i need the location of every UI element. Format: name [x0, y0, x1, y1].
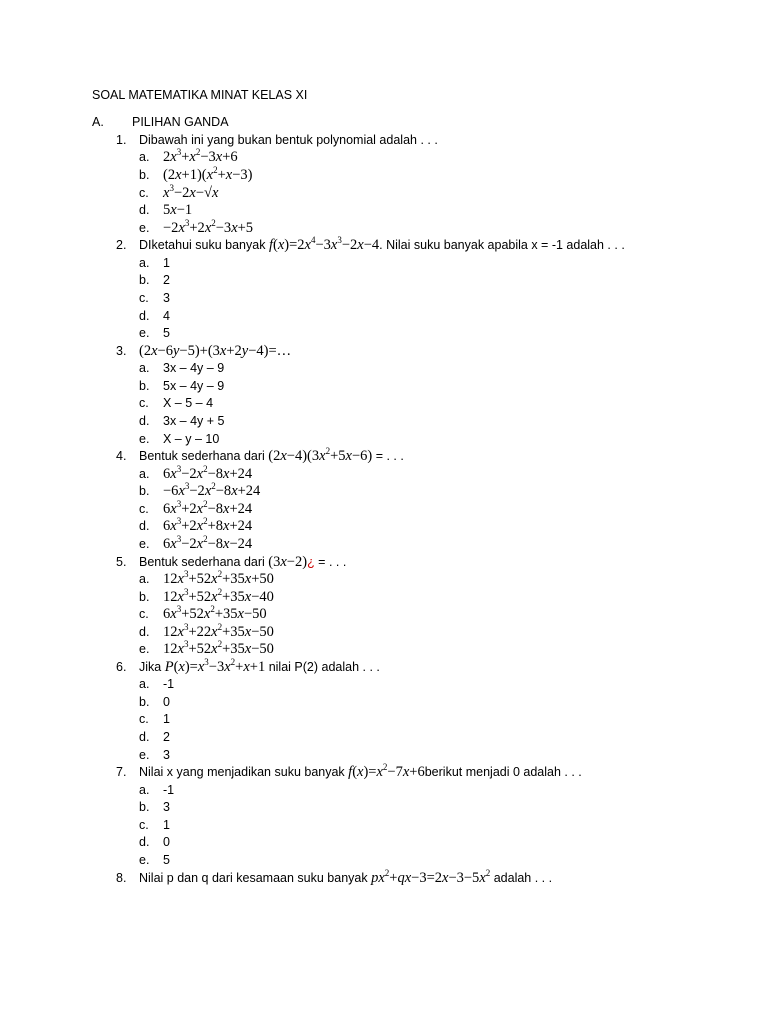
option-text: 3x – 4y + 5: [163, 413, 225, 428]
question-text-post: berikut menjadi 0 adalah . . .: [424, 765, 582, 780]
question-text: [139, 867, 553, 887]
question-item: [116, 132, 756, 237]
option-formula: $12x^3+52x^2+35x-50$: [163, 639, 274, 658]
option-text: 5: [163, 326, 170, 341]
question-text: [139, 237, 625, 254]
option-formula: $-6x^3-2x^2-8x+24$: [163, 481, 261, 500]
question-formula-glyph: ¿: [307, 554, 315, 569]
option-letter: c.: [139, 290, 149, 305]
section-letter: A.: [92, 115, 104, 129]
option-text: -1: [163, 677, 175, 692]
option-letter: b.: [139, 694, 150, 709]
option-item: [116, 325, 756, 343]
option-letter: d.: [139, 413, 150, 428]
option-text: 3: [163, 800, 170, 815]
option-item: [116, 747, 756, 765]
option-letter: c.: [139, 817, 149, 832]
option-text: 1: [163, 255, 170, 270]
option-formula: $12x^3+22x^2+35x-50$: [163, 621, 274, 640]
question-stem: [116, 867, 756, 887]
option-item: [116, 729, 756, 747]
option-item: [116, 360, 756, 378]
option-item: [116, 782, 756, 800]
option-letter: a.: [139, 677, 150, 692]
question-number: 7.: [116, 765, 127, 780]
page-title: SOAL MATEMATIKA MINAT KELAS XI: [92, 88, 308, 102]
option-letter: d.: [139, 203, 150, 218]
option-item: [116, 606, 756, 624]
option-text: 2: [163, 730, 170, 745]
question-number: 3.: [116, 343, 127, 358]
option-item: [116, 182, 756, 203]
option-letter: e.: [139, 853, 150, 868]
question-text-post: nilai P(2) adalah . . .: [265, 659, 380, 674]
option-letter: c.: [139, 712, 149, 727]
option-item: [116, 395, 756, 413]
option-formula: $12x^3+52x^2+35x+50$: [163, 568, 274, 587]
question-formula: $px^2+qx-3=2x-3-5x^2$: [371, 867, 491, 886]
question-item: [116, 764, 756, 869]
question-stem: [116, 343, 756, 360]
question-text-pre: Nilai p dan q dari kesamaan suku banyak: [139, 870, 372, 885]
question-text: [139, 656, 380, 676]
option-letter: d.: [139, 519, 150, 534]
option-text: -1: [163, 782, 175, 797]
option-formula: $-2x^3+2x^2-3x+5$: [163, 217, 254, 236]
option-letter: a.: [139, 255, 150, 270]
option-letter: e.: [139, 431, 150, 446]
option-letter: a.: [139, 571, 150, 586]
question-text-pre: Dibawah ini yang bukan bentuk polynomial adalah . . .: [139, 133, 438, 147]
question-text-pre: Bentuk sederhana dari: [139, 449, 269, 464]
option-item: [116, 308, 756, 326]
option-item: [116, 431, 756, 449]
option-text: 1: [163, 712, 170, 727]
question-text-post: . Nilai suku banyak apabila x = -1 adalah . . .: [379, 238, 625, 253]
question-formula: (2x−6y−5)+(3x+2y−4)=…: [139, 342, 292, 359]
question-item: [116, 448, 756, 553]
option-text: 5x – 4y – 9: [163, 378, 225, 393]
option-letter: b.: [139, 168, 150, 182]
question-text: [139, 764, 582, 781]
question-number: 6.: [116, 659, 127, 674]
question-number: 8.: [116, 870, 127, 885]
option-letter: e.: [139, 747, 150, 762]
question-stem: [116, 764, 756, 781]
option-letter: a.: [139, 466, 150, 481]
option-item: [116, 641, 756, 659]
option-item: [116, 149, 756, 167]
question-stem: [116, 554, 756, 571]
option-item: [116, 272, 756, 290]
question-text-post: adalah . . .: [490, 870, 553, 885]
option-letter: d.: [139, 730, 150, 745]
option-text: 3: [163, 290, 170, 305]
section-heading: [92, 115, 229, 129]
option-item: [116, 852, 756, 870]
question-text: [139, 343, 291, 360]
option-letter: c.: [139, 396, 149, 411]
question-text-pre: Bentuk sederhana dari: [139, 554, 269, 569]
option-item: [116, 533, 756, 554]
question-text: [139, 554, 346, 571]
question-stem: [116, 448, 756, 465]
option-text: 1: [163, 817, 170, 832]
option-item: [116, 255, 756, 273]
option-formula: 5x−1: [163, 202, 193, 219]
option-letter: b.: [139, 484, 150, 499]
option-letter: c.: [139, 185, 149, 200]
option-formula: $6x^3+52x^2+35x-50$: [163, 604, 267, 623]
option-item: [116, 834, 756, 852]
option-item: [116, 217, 756, 238]
option-letter: e.: [139, 220, 150, 235]
question-formula: (3x−2): [268, 553, 308, 570]
option-item: [116, 518, 756, 536]
option-letter: d.: [139, 308, 150, 323]
question-number: 5.: [116, 554, 127, 569]
option-letter: e.: [139, 642, 150, 657]
option-formula: $(2x+1)(x^2+x-3)$: [163, 165, 253, 183]
question-number: 1.: [116, 133, 127, 147]
question-text-pre: Jika: [139, 659, 165, 674]
option-letter: a.: [139, 361, 150, 376]
option-letter: a.: [139, 782, 150, 797]
option-text: X – y – 10: [163, 431, 220, 446]
option-formula: $6x^3-2x^2-8x-24$: [163, 533, 253, 552]
question-item: [116, 554, 756, 659]
option-letter: b.: [139, 378, 150, 393]
option-text: 2: [163, 273, 170, 288]
question-list: [116, 132, 756, 887]
option-text: 3x – 4y – 9: [163, 361, 225, 376]
question-item: [116, 343, 756, 448]
question-number: 2.: [116, 238, 127, 253]
question-formula: $f(x)=2x^4-3x^3-2x-4$: [268, 235, 380, 254]
option-item: [116, 413, 756, 431]
question-item: [116, 237, 756, 342]
question-stem: [116, 132, 756, 149]
question-text: [139, 132, 438, 149]
question-formula: $f(x)=x^2-7x+6$: [348, 762, 425, 781]
option-item: [116, 817, 756, 835]
option-letter: b.: [139, 273, 150, 288]
option-text: 3: [163, 747, 170, 762]
option-item: [116, 711, 756, 729]
option-letter: c.: [139, 607, 149, 622]
option-item: [116, 378, 756, 396]
option-item: [116, 483, 756, 501]
option-formula: $2x^3+x^2-3x+6$: [163, 147, 238, 166]
option-item: [116, 568, 756, 589]
section-label: PILIHAN GANDA: [132, 115, 229, 129]
option-formula: $6x^3+2x^2+8x+24$: [163, 516, 253, 535]
option-text: 5: [163, 853, 170, 868]
option-formula: $12x^3+52x^2+35x-40$: [163, 586, 274, 605]
option-formula: $x^3-2x-√x$: [163, 182, 219, 201]
option-letter: b.: [139, 800, 150, 815]
question-text-pre: Nilai x yang menjadikan suku banyak: [139, 765, 349, 780]
option-letter: b.: [139, 589, 150, 604]
option-text: X – 5 – 4: [163, 396, 214, 411]
question-text-post: = . . .: [372, 449, 404, 464]
option-text: 0: [163, 694, 170, 709]
option-item: [116, 498, 756, 519]
question-stem: [116, 656, 756, 676]
question-item: [116, 867, 756, 887]
option-formula: $6x^3-2x^2-8x+24$: [163, 463, 253, 482]
option-item: [116, 621, 756, 642]
option-item: [116, 167, 756, 185]
option-text: 0: [163, 835, 170, 850]
question-number: 4.: [116, 449, 127, 464]
option-item: [116, 799, 756, 817]
option-letter: e.: [139, 326, 150, 341]
option-text: 4: [163, 308, 170, 323]
question-item: [116, 656, 756, 764]
option-letter: d.: [139, 835, 150, 850]
question-stem: [116, 237, 756, 254]
option-formula: $6x^3+2x^2-8x+24$: [163, 498, 253, 517]
question-formula: $P(x)=x^3-3x^2+x+1$: [164, 656, 266, 675]
option-letter: d.: [139, 624, 150, 639]
option-letter: a.: [139, 150, 150, 165]
option-item: [116, 676, 756, 694]
option-letter: c.: [139, 501, 149, 516]
question-formula: $(2x-4)(3x^2+5x-6)$: [268, 446, 373, 465]
question-text-post: = . . .: [314, 554, 347, 569]
question-text-pre: DIketahui suku banyak: [139, 238, 269, 253]
option-letter: e.: [139, 536, 150, 551]
option-item: [116, 290, 756, 308]
option-item: [116, 694, 756, 712]
